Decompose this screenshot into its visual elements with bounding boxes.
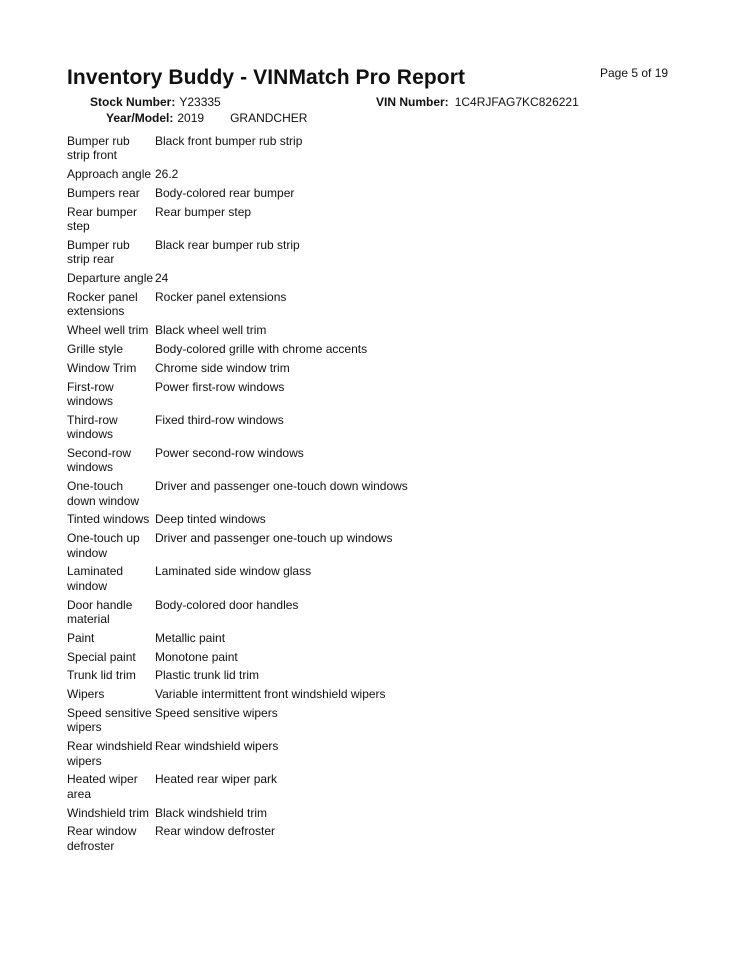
spec-row: [67, 238, 667, 271]
spec-row: [67, 531, 667, 564]
spec-value: Driver and passenger one-touch up windows: [155, 531, 393, 546]
spec-label: Windshield trim: [67, 805, 150, 820]
spec-label: Tinted windows: [67, 512, 150, 527]
vin-number: [376, 95, 579, 109]
spec-value: Power first-row windows: [155, 379, 285, 394]
spec-row: [67, 512, 667, 531]
spec-value: Body-colored rear bumper: [155, 186, 295, 200]
spec-label: Rear window defroster: [67, 824, 137, 853]
spec-row: [67, 380, 667, 413]
stock-number: [90, 95, 221, 109]
spec-label: Wheel well trim: [67, 323, 149, 338]
spec-value: Rear bumper step: [155, 204, 252, 219]
spec-value: Body-colored grille with chrome accents: [155, 342, 368, 356]
spec-row: [67, 806, 667, 825]
spec-label: Special paint: [67, 649, 136, 664]
spec-row: [67, 739, 667, 772]
spec-row: [67, 134, 667, 167]
spec-row: [67, 271, 667, 290]
spec-row: [67, 631, 667, 650]
spec-value: Chrome side window trim: [155, 360, 290, 375]
spec-value: Metallic paint: [155, 630, 226, 645]
spec-value: Driver and passenger one-touch down windows: [155, 479, 408, 494]
spec-row: [67, 205, 667, 238]
report-title: Inventory Buddy - VINMatch Pro Report: [67, 66, 466, 89]
spec-row: [67, 413, 667, 446]
spec-value: Rear windshield wipers: [155, 739, 279, 754]
spec-row: [67, 361, 667, 380]
spec-value: Rocker panel extensions: [155, 290, 287, 304]
spec-row: [67, 479, 667, 512]
spec-label: One-touch up window: [67, 531, 140, 560]
spec-row: [67, 290, 667, 323]
spec-label: Second-row windows: [67, 446, 132, 475]
spec-label: Speed sensitive wipers: [67, 706, 152, 735]
spec-row: [67, 668, 667, 687]
page-number: Page 5 of 19: [600, 66, 669, 80]
spec-label: Laminated window: [67, 564, 124, 593]
spec-value: Plastic trunk lid trim: [155, 668, 260, 683]
spec-value: Black wheel well trim: [155, 323, 267, 338]
spec-label: Window Trim: [67, 360, 137, 375]
spec-value: Black rear bumper rub strip: [155, 238, 300, 252]
spec-label: First-row windows: [67, 379, 114, 408]
spec-label: Rear bumper step: [67, 204, 138, 234]
spec-row: [67, 342, 667, 361]
vin-number-label: VIN Number:: [376, 95, 449, 109]
spec-list: [67, 134, 667, 858]
spec-row: [67, 687, 667, 706]
spec-row: [67, 186, 667, 205]
spec-label: One-touch down window: [67, 479, 140, 508]
year-model-label: Year/Model:: [106, 111, 174, 125]
spec-value: Power second-row windows: [155, 446, 304, 460]
spec-value: Black windshield trim: [155, 805, 268, 820]
year-model: [106, 111, 307, 125]
stock-number-label: Stock Number:: [90, 95, 176, 109]
spec-label: Paint: [67, 630, 95, 645]
spec-label: Bumper rub strip rear: [67, 238, 130, 267]
spec-row: [67, 650, 667, 669]
spec-value: Deep tinted windows: [155, 512, 266, 527]
model-value: GRANDCHER: [230, 111, 308, 125]
stock-number-value: Y23335: [179, 95, 221, 109]
spec-value: 24: [155, 271, 169, 286]
spec-row: [67, 446, 667, 479]
year-value: 2019: [177, 111, 205, 125]
spec-value: 26.2: [155, 167, 179, 182]
spec-value: Monotone paint: [155, 649, 238, 664]
spec-value: Black front bumper rub strip: [155, 134, 303, 148]
spec-row: [67, 706, 667, 739]
spec-row: [67, 167, 667, 186]
spec-row: [67, 564, 667, 597]
spec-label: Bumper rub strip front: [67, 134, 130, 163]
spec-row: [67, 598, 667, 631]
spec-value: Laminated side window glass: [155, 564, 312, 579]
vin-number-value: 1C4RJFAG7KC826221: [454, 95, 579, 109]
spec-value: Fixed third-row windows: [155, 412, 284, 427]
spec-label: Rear windshield wipers: [67, 739, 153, 768]
spec-value: Speed sensitive wipers: [155, 706, 278, 720]
spec-value: Rear window defroster: [155, 824, 276, 839]
spec-row: [67, 824, 667, 857]
spec-label: Heated wiper area: [67, 772, 138, 801]
spec-value: Variable intermittent front windshield wipers: [155, 687, 386, 702]
spec-label: Door handle material: [67, 597, 133, 627]
spec-label: Departure angle: [67, 271, 154, 286]
spec-label: Wipers: [67, 687, 105, 702]
spec-value: Heated rear wiper park: [155, 772, 278, 787]
spec-label: Rocker panel extensions: [67, 290, 138, 319]
spec-label: Bumpers rear: [67, 186, 140, 200]
spec-value: Body-colored door handles: [155, 597, 299, 612]
spec-label: Trunk lid trim: [67, 668, 136, 683]
spec-label: Third-row windows: [67, 412, 118, 442]
spec-label: Approach angle: [67, 167, 152, 182]
spec-row: [67, 772, 667, 805]
spec-row: [67, 323, 667, 342]
spec-label: Grille style: [67, 342, 124, 356]
